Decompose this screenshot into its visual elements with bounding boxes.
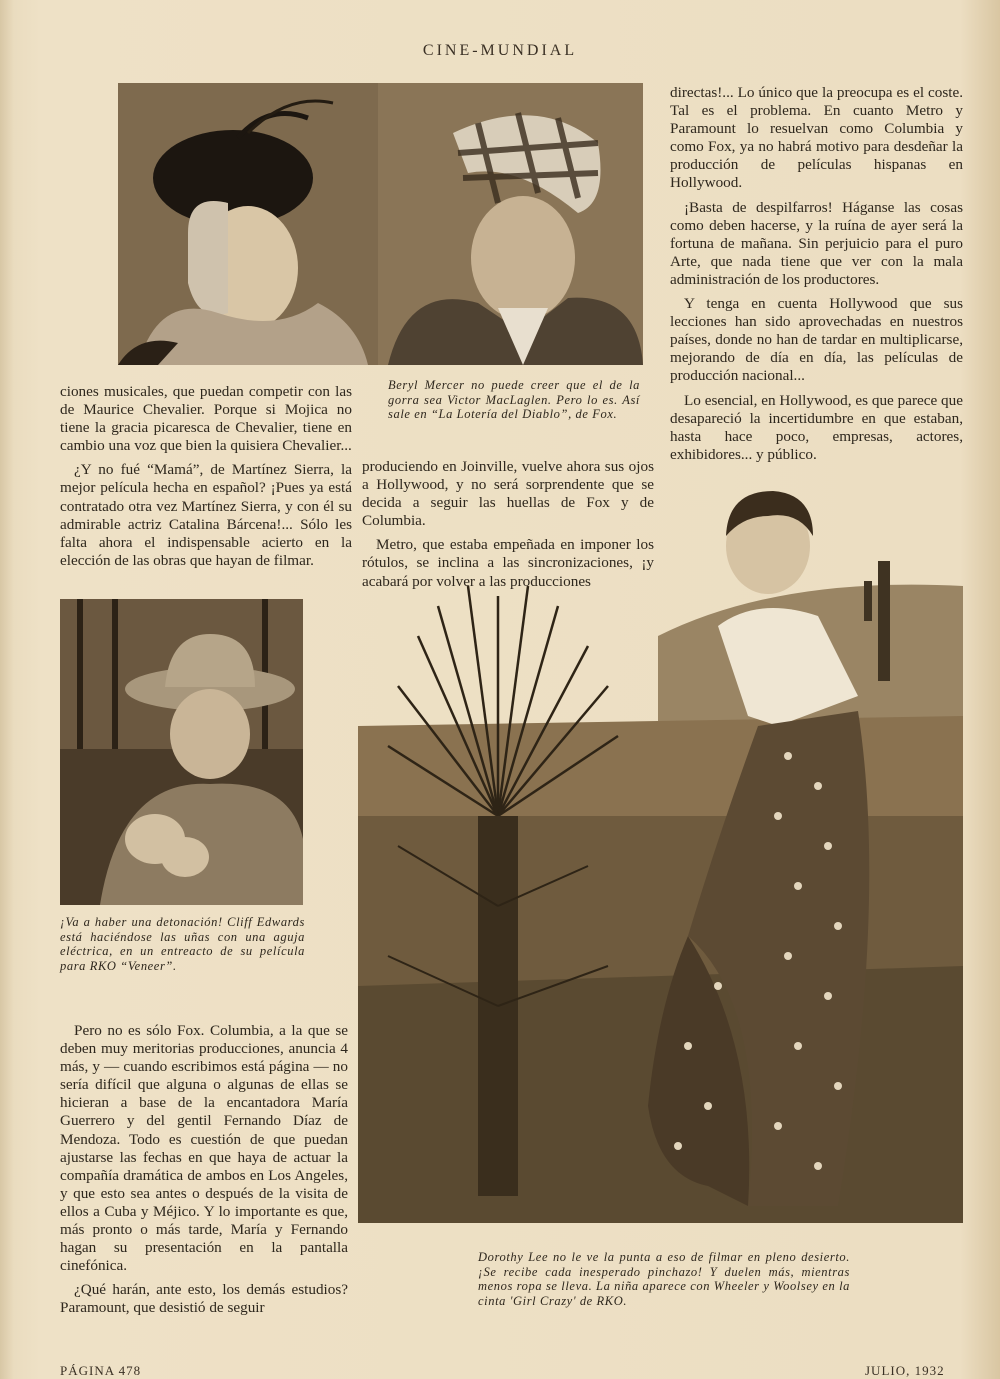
paragraph: ciones musicales, que puedan competir con las de Maurice Chevalier. Porque si Mojica no tiene la gracia picaresca de Chevalier, tiene en cambio una voz que bien la quisiera Chevalier...: [60, 383, 352, 455]
caption-beryl-mercer: Beryl Mercer no puede creer que el de la gorra sea Victor MacLaglen. Pero lo es. Así sale en “La Lotería del Diablo”, de Fox.: [388, 378, 640, 421]
photo-illustration: [118, 83, 643, 365]
photo-beryl-mercer-victor-maclaglen: [118, 83, 643, 365]
paragraph: Lo esencial, en Hollywood, es que parece que desapareció la incertidumbre en que estaban, hasta hace poco, empresas, actores, exhibidores... y público.: [670, 391, 963, 463]
caption-cliff-edwards: ¡Va a haber una detonación! Cliff Edwards está haciéndose las uñas con una aguja eléctrica, en un entreacto de su película para RKO “Veneer”.: [60, 915, 305, 973]
paragraph: Metro, que estaba empeñada en imponer los rótulos, se inclina a las sincronizaciones, ¡y acabará por volver a las producciones: [362, 536, 654, 590]
paragraph: Pero no es sólo Fox. Columbia, a la que se deben muy meritorias producciones, anuncia 4 más, y — cuando escribimos está página — no sería difícil que alguna o algunas de ellas se hicieran a base de la encantadora María Guerrero y del gentil Fernando Díaz de Mendoza. Todo es cuestión de que puedan ajustarse las fechas en que haya de actuar la compañía dramática de ambos en Los Angeles, y que esto sea antes o después de la visita de ellos a Cuba y Méjico. Y lo importante es que, más pronto o más tarde, María y Fernando hagan su presentación en la pantalla cinefónica.: [60, 1022, 348, 1275]
issue-date: JULIO, 1932: [865, 1363, 945, 1378]
paragraph: produciendo en Joinville, vuelve ahora sus ojos a Hollywood, y no será sorprendente que se decida a seguir las huellas de Fox y de Columbia.: [362, 458, 654, 530]
page-header: CINE-MUNDIAL: [422, 42, 578, 59]
text-column-top-right: [670, 84, 963, 470]
photo-dorothy-lee-desert: [358, 486, 963, 1223]
photo-illustration: [60, 599, 303, 905]
photo-cliff-edwards: [60, 599, 303, 905]
paragraph: Y tenga en cuenta Hollywood que sus lecciones han sido aprovechadas en nuestros países, donde no han de tardar en multiplicarse, mejorando de día en día, las películas de producción nacional...: [670, 295, 963, 385]
paragraph: ¡Basta de despilfarros! Háganse las cosas como deben hacerse, y la ruína de ayer será la fortuna de mañana. Sin perjuicio para el puro Arte, que nada tiene que ver con la mala administración de los productores.: [670, 198, 963, 288]
page-number: PÁGINA 478: [60, 1363, 142, 1378]
caption-dorothy-lee: Dorothy Lee no le ve la punta a eso de filmar en pleno desierto. ¡Se recibe cada inesperado pinchazo! Y duelen más, mientras menos ropa se lleva. La niña aparece con Wheeler y Woolsey en la cinta 'Girl Crazy' de RKO.: [478, 1250, 850, 1308]
text-column-bottom-left: [60, 1022, 348, 1324]
paragraph: ¿Qué harán, ante esto, los demás estudios? Paramount, que desistió de seguir: [60, 1281, 348, 1317]
paragraph: directas!... Lo único que la preocupa es el coste. Tal es el problema. En cuanto Metro y Paramount lo resuelvan como Columbia y como Fox, ya no habrá motivo para desdeñar la producción de películas hispanas en Hollywood.: [670, 84, 963, 192]
photo-illustration: [358, 486, 963, 1223]
text-column-mid-left: [60, 383, 352, 576]
paragraph: ¿Y no fué “Mamá”, de Martínez Sierra, la mejor película hecha en español? ¡Pues ya está contratado otra vez Martínez Sierra, y con él su admirable actriz Catalina Bárcena!... Sólo les falta ahora el indispensable acierto en la elección de las obras que hayan de filmar.: [60, 461, 352, 569]
